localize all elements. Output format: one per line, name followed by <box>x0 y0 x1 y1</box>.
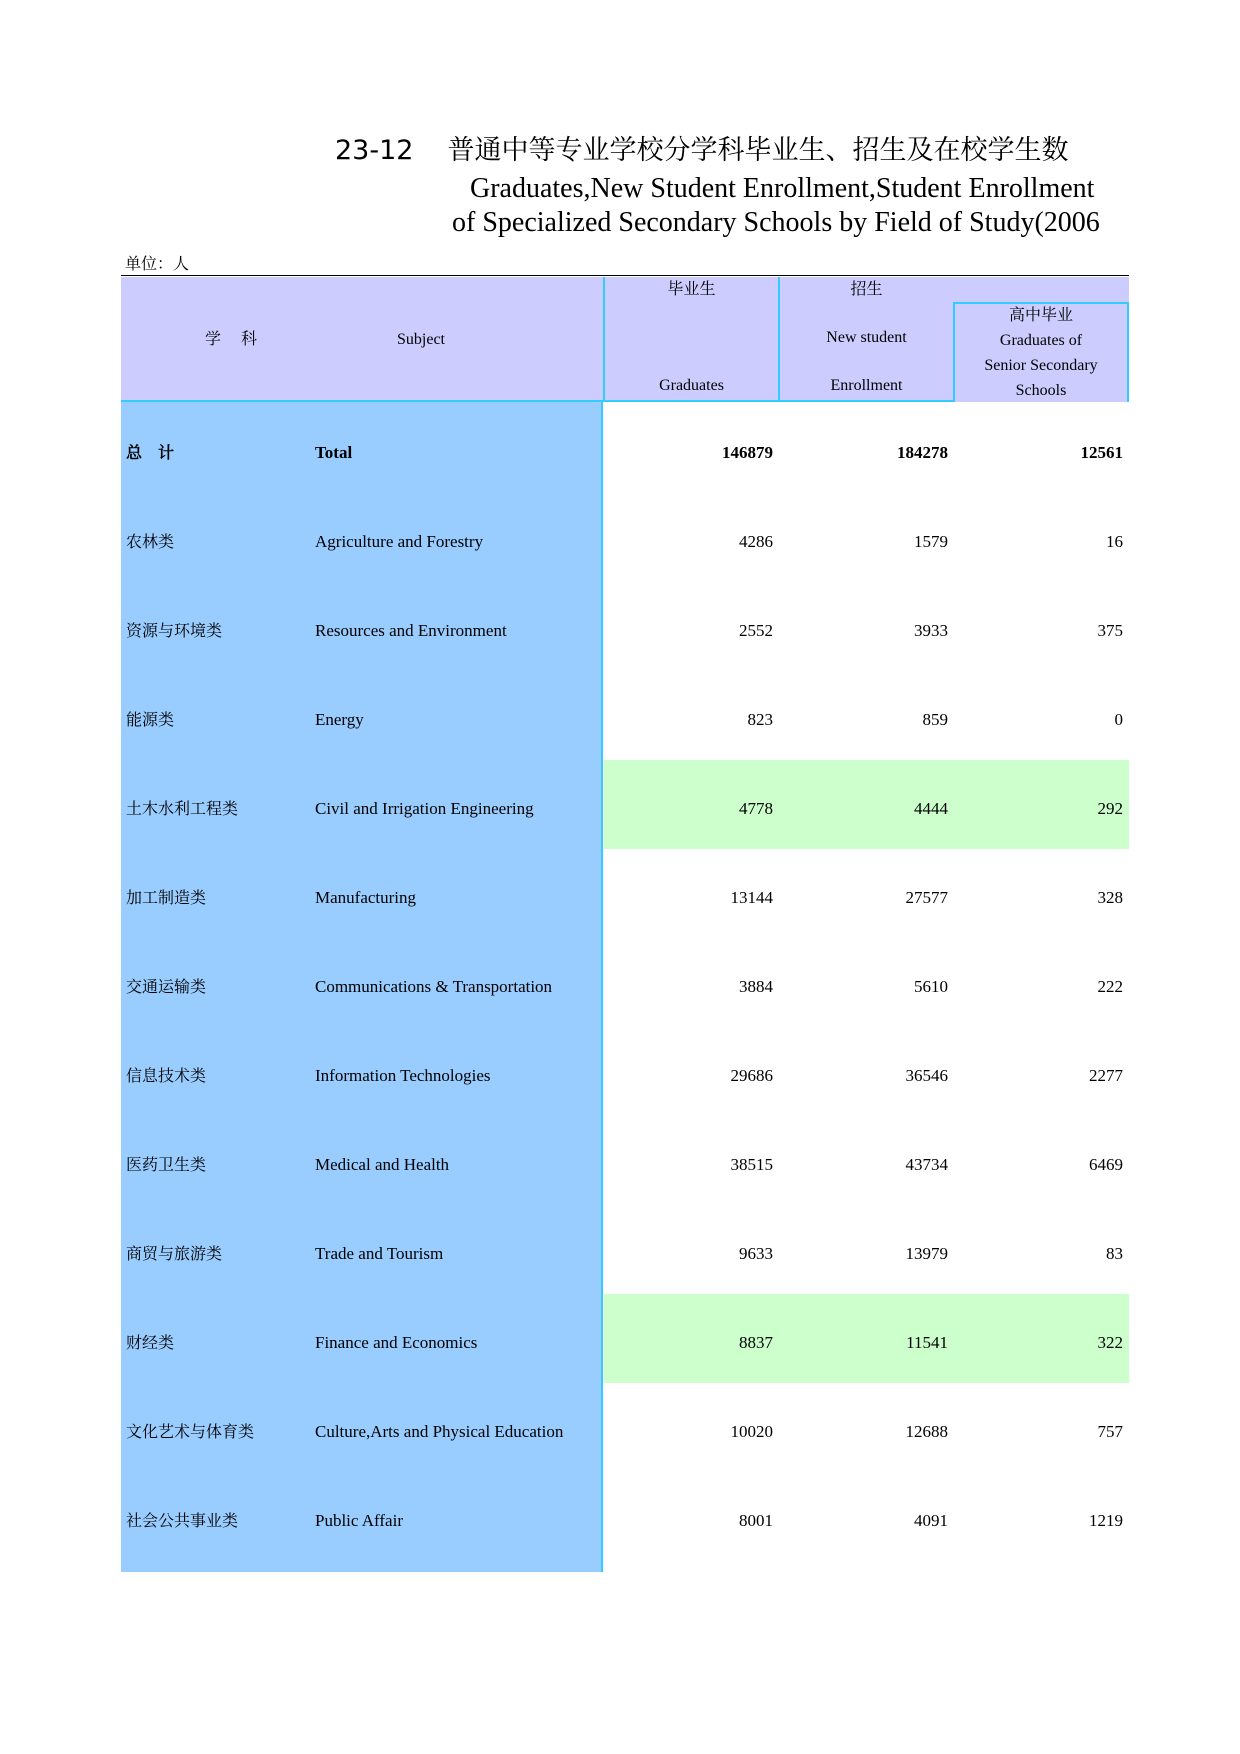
table-row <box>0 1476 1240 1565</box>
enrollment-value: 36546 <box>905 1066 948 1085</box>
table-row <box>0 675 1240 764</box>
graduates-value: 823 <box>747 710 773 729</box>
table-number: 23-12 <box>335 135 414 166</box>
subject-en: Culture,Arts and Physical Education <box>315 1422 564 1441</box>
subject-cn: 资源与环境类 <box>126 621 223 640</box>
subject-cn: 财经类 <box>126 1333 175 1352</box>
enrollment-value: 4091 <box>914 1511 948 1530</box>
title-chinese-text: 普通中等专业学校分学科毕业生、招生及在校学生数 <box>447 135 1069 166</box>
subject-en: Civil and Irrigation Engineering <box>315 799 534 818</box>
subject-en: Total <box>315 443 353 462</box>
table-title-english-line1: Graduates,New Student Enrollment,Student Enrollment <box>470 173 1095 204</box>
header-senior-cn: 高中毕业 <box>1008 307 1073 324</box>
header-enrollment-en2: Enrollment <box>830 377 903 394</box>
subject-en: Finance and Economics <box>315 1333 478 1352</box>
subject-cn: 商贸与旅游类 <box>126 1244 223 1263</box>
table-row <box>0 853 1240 942</box>
graduates-value: 38515 <box>730 1155 773 1174</box>
subject-cn: 文化艺术与体育类 <box>126 1422 255 1441</box>
subject-en: Public Affair <box>315 1511 403 1530</box>
table-row <box>0 586 1240 675</box>
graduates-value: 10020 <box>730 1422 773 1441</box>
enrollment-value: 5610 <box>914 977 948 996</box>
header-subject-en: Subject <box>397 331 445 348</box>
table-row <box>0 1031 1240 1120</box>
senior-graduates-value: 1219 <box>1089 1511 1123 1530</box>
table-row <box>0 1120 1240 1209</box>
subject-cn: 信息技术类 <box>126 1066 207 1085</box>
subject-cn: 能源类 <box>126 710 175 729</box>
senior-graduates-value: 328 <box>1097 888 1123 907</box>
subject-cn: 总 计 <box>126 443 175 462</box>
enrollment-value: 11541 <box>906 1333 948 1352</box>
senior-graduates-value: 12561 <box>1080 443 1123 462</box>
header-enrollment-cn: 招生 <box>850 281 883 298</box>
enrollment-value: 12688 <box>905 1422 948 1441</box>
table-row <box>0 497 1240 586</box>
header-subject-cell <box>121 277 603 402</box>
subject-en: Manufacturing <box>315 888 417 907</box>
subject-cn: 土木水利工程类 <box>126 799 239 818</box>
senior-graduates-value: 292 <box>1097 799 1123 818</box>
header-senior-cell <box>953 302 1129 402</box>
header-top-rule <box>121 275 1129 276</box>
enrollment-value: 43734 <box>905 1155 948 1174</box>
subject-en: Resources and Environment <box>315 621 507 640</box>
subject-cn: 加工制造类 <box>126 888 207 907</box>
subject-cn: 农林类 <box>126 532 175 551</box>
senior-graduates-value: 16 <box>1106 532 1123 551</box>
enrollment-value: 1579 <box>914 532 948 551</box>
graduates-value: 8001 <box>739 1511 773 1530</box>
header-senior-en3: Schools <box>1015 382 1067 399</box>
table-title-english-line2: of Specialized Secondary Schools by Field of Study(2006 <box>452 207 1100 238</box>
header-graduates-en: Graduates <box>659 377 724 394</box>
graduates-value: 13144 <box>730 888 773 907</box>
graduates-value: 4778 <box>739 799 773 818</box>
senior-graduates-value: 375 <box>1097 621 1123 640</box>
header-graduates-cell <box>603 277 778 402</box>
enrollment-value: 4444 <box>914 799 948 818</box>
subject-en: Medical and Health <box>315 1155 450 1174</box>
graduates-value: 8837 <box>739 1333 773 1352</box>
table-title-chinese <box>335 128 1135 167</box>
senior-graduates-value: 757 <box>1097 1422 1123 1441</box>
senior-graduates-value: 2277 <box>1089 1066 1123 1085</box>
graduates-value: 146879 <box>722 443 773 462</box>
unit-label: 单位：人 <box>125 256 190 273</box>
header-graduates-cn: 毕业生 <box>667 281 716 298</box>
table-row <box>0 1298 1240 1387</box>
header-senior-en2: Senior Secondary <box>984 357 1098 374</box>
table-row <box>0 764 1240 853</box>
enrollment-value: 27577 <box>905 888 948 907</box>
enrollment-value: 13979 <box>905 1244 948 1263</box>
enrollment-value: 3933 <box>914 621 948 640</box>
table-row <box>0 408 1240 497</box>
table-row <box>0 1387 1240 1476</box>
header-subject-cn: 学 科 <box>204 331 257 348</box>
subject-cn: 社会公共事业类 <box>126 1511 239 1530</box>
senior-graduates-value: 83 <box>1106 1244 1123 1263</box>
subject-cn: 医药卫生类 <box>126 1155 207 1174</box>
header-enrollment-en1: New student <box>826 329 907 346</box>
senior-graduates-value: 322 <box>1097 1333 1123 1352</box>
senior-graduates-value: 0 <box>1114 710 1123 729</box>
graduates-value: 4286 <box>739 532 773 551</box>
subject-en: Trade and Tourism <box>315 1244 444 1263</box>
graduates-value: 3884 <box>739 977 773 996</box>
subject-en: Energy <box>315 710 364 729</box>
table-row <box>0 942 1240 1031</box>
senior-graduates-value: 222 <box>1097 977 1123 996</box>
table-row <box>0 1209 1240 1298</box>
subject-en: Agriculture and Forestry <box>315 532 484 551</box>
graduates-value: 2552 <box>739 621 773 640</box>
graduates-value: 9633 <box>739 1244 773 1263</box>
header-senior-en1: Graduates of <box>999 332 1083 349</box>
subject-en: Information Technologies <box>315 1066 491 1085</box>
subject-en: Communications & Transportation <box>315 977 553 996</box>
subject-cn: 交通运输类 <box>126 977 207 996</box>
enrollment-value: 859 <box>922 710 948 729</box>
graduates-value: 29686 <box>730 1066 773 1085</box>
enrollment-value: 184278 <box>897 443 948 462</box>
senior-graduates-value: 6469 <box>1089 1155 1123 1174</box>
